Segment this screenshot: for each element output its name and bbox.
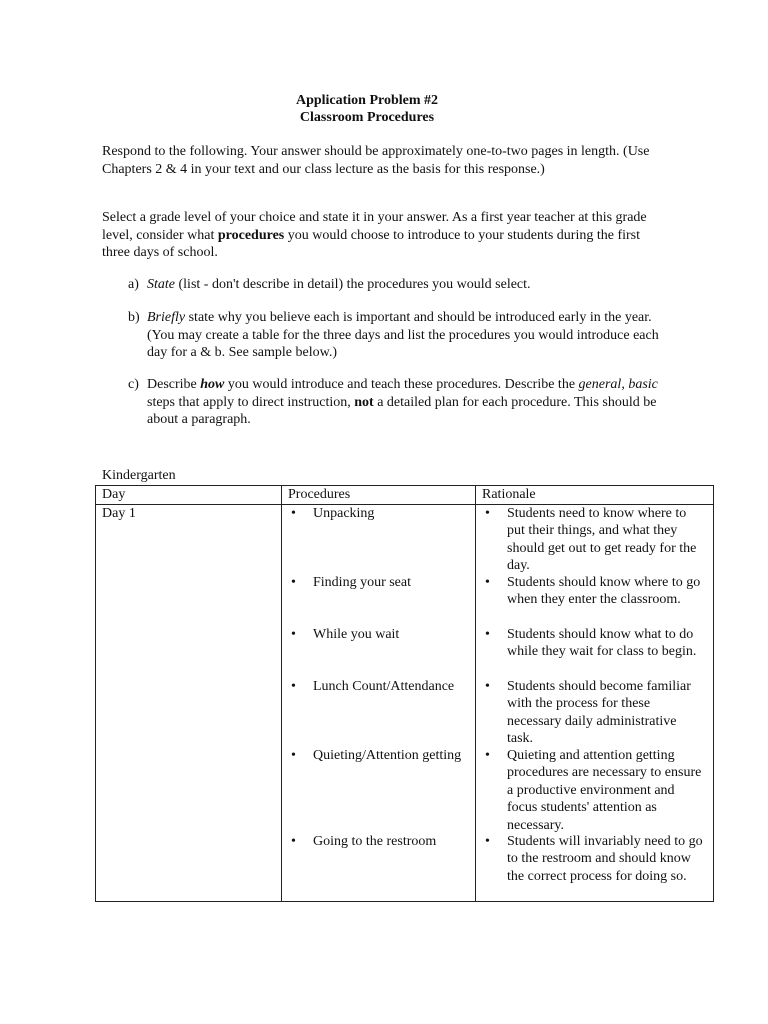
bullet-icon: • bbox=[291, 626, 296, 642]
rationale-item bbox=[482, 678, 713, 748]
procedure-text: Unpacking bbox=[313, 505, 375, 521]
rationale-item bbox=[482, 505, 713, 575]
instructions-bold-procedures: procedures bbox=[217, 227, 285, 243]
procedure-item bbox=[288, 626, 475, 644]
procedure-item bbox=[288, 833, 475, 851]
item-b-emphasis: Briefly bbox=[147, 310, 186, 325]
item-c-bold-how: how bbox=[200, 377, 225, 392]
procedure-item bbox=[288, 574, 475, 592]
table-header-row bbox=[96, 486, 714, 505]
bullet-icon: • bbox=[485, 833, 490, 849]
rationale-item bbox=[482, 833, 713, 886]
bullet-icon: • bbox=[291, 747, 296, 763]
procedures-table bbox=[95, 485, 714, 902]
procedure-text: Lunch Count/Attendance bbox=[313, 678, 455, 694]
item-c-text-2: you would introduce and teach these procedures. Describe the bbox=[224, 377, 579, 392]
bullet-icon: • bbox=[485, 505, 490, 521]
bullet-icon: • bbox=[485, 626, 490, 642]
procedure-text: Going to the restroom bbox=[313, 833, 437, 849]
rationale-cell bbox=[476, 504, 714, 901]
bullet-icon: • bbox=[291, 505, 296, 521]
procedure-text: Quieting/Attention getting bbox=[313, 747, 462, 763]
table-row bbox=[96, 504, 714, 901]
document-subtitle: Classroom Procedures bbox=[299, 110, 435, 125]
item-a-label: a) bbox=[128, 277, 139, 292]
list-item-b bbox=[128, 309, 668, 362]
header-procedures: Procedures bbox=[282, 486, 476, 505]
rationale-item bbox=[482, 626, 713, 661]
rationale-text: Students will invariably need to go to the restroom and should know the correct process for doing so. bbox=[507, 833, 703, 884]
procedures-cell bbox=[282, 504, 476, 901]
rationale-text: Students should become familiar with the process for these necessary daily administrative task. bbox=[507, 678, 691, 746]
rationale-text: Students should know what to do while they wait for class to begin. bbox=[507, 626, 697, 659]
item-c-emphasis: general, basic bbox=[578, 377, 658, 392]
bullet-icon: • bbox=[485, 747, 490, 763]
intro-paragraph: Respond to the following. Your answer should be approximately one-to-two pages in length. (Use Chapters 2 & 4 in your text and our class lecture as the basis for this response.) bbox=[102, 144, 650, 177]
item-c-label: c) bbox=[128, 377, 139, 392]
header-day: Day bbox=[96, 486, 282, 505]
item-a-text: (list - don't describe in detail) the procedures you would select. bbox=[175, 277, 531, 292]
list-item-c bbox=[128, 376, 668, 429]
item-a-emphasis: State bbox=[147, 277, 175, 292]
day-cell: Day 1 bbox=[96, 504, 282, 901]
bullet-icon: • bbox=[485, 678, 490, 694]
instructions-text-1: Select a grade level of your choice and state it in your answer. As a first year teacher at this grade level, consider what bbox=[102, 210, 647, 243]
procedure-text: While you wait bbox=[313, 626, 400, 642]
bullet-icon: • bbox=[291, 678, 296, 694]
rationale-text: Students need to know where to put their things, and what they should get out to get ready for the day. bbox=[507, 505, 697, 573]
procedure-item bbox=[288, 678, 475, 696]
instructions-paragraph bbox=[102, 209, 662, 262]
rationale-item bbox=[482, 574, 713, 609]
procedure-text: Finding your seat bbox=[313, 574, 411, 590]
list-item-a bbox=[128, 276, 668, 294]
header-rationale: Rationale bbox=[476, 486, 714, 505]
item-c-text-4: a detailed plan for each procedure. This should be about a paragraph. bbox=[147, 394, 657, 427]
rationale-text: Quieting and attention getting procedures are necessary to ensure a productive environment and focus students' attention as necessary. bbox=[507, 747, 702, 833]
procedure-item bbox=[288, 747, 475, 765]
rationale-text: Students should know where to go when they enter the classroom. bbox=[507, 574, 701, 607]
rationale-item bbox=[482, 747, 713, 835]
item-c-text-3: steps that apply to direct instruction, bbox=[147, 394, 355, 410]
bullet-icon: • bbox=[291, 833, 296, 849]
bullet-icon: • bbox=[485, 574, 490, 590]
document-title: Application Problem #2 bbox=[295, 93, 439, 108]
item-b-text: state why you believe each is important and should be introduced early in the year. (You may create a table for the three days and list the procedures you would introduce each day for a & b. See sample below.) bbox=[147, 310, 659, 360]
bullet-icon: • bbox=[291, 574, 296, 590]
table-caption: Kindergarten bbox=[102, 468, 176, 483]
item-b-label: b) bbox=[128, 310, 140, 325]
item-c-bold-not: not bbox=[354, 394, 374, 410]
procedure-item bbox=[288, 505, 475, 523]
item-c-text-1: Describe bbox=[147, 377, 201, 392]
instructions-text-2: you would choose to introduce to your students during the first three days of school. bbox=[102, 227, 641, 260]
